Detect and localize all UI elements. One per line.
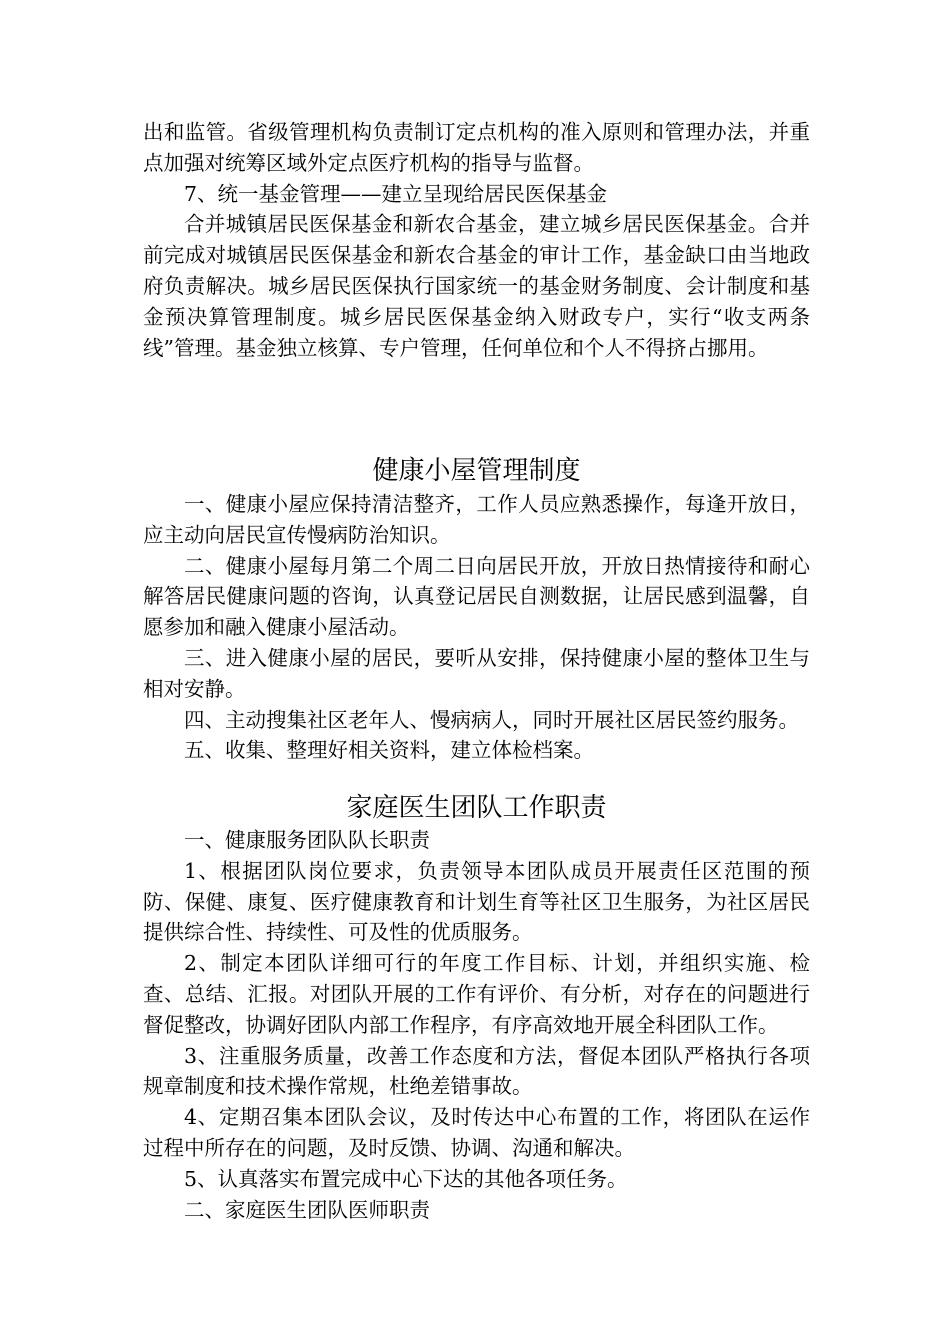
paragraph: 5、认真落实布置完成中心下达的其他各项任务。 bbox=[184, 1166, 628, 1191]
paragraph: 二、家庭医生团队医师职责 bbox=[184, 1197, 430, 1222]
section-fund-management bbox=[143, 117, 810, 363]
paragraph: 2、制定本团队详细可行的年度工作目标、计划，并组织实施、检查、总结、汇报。对团队开展的工作有评价、有分析，对存在的问题进行督促整改，协调好团队内部工作程序，有序高效地开展全科团队工作。 bbox=[143, 951, 810, 1037]
paragraph: 一、健康小屋应保持清洁整齐，工作人员应熟悉操作，每逢开放日，应主动向居民宣传慢病防治知识。 bbox=[143, 492, 810, 547]
paragraph: 7、统一基金管理——建立呈现给居民医保基金 bbox=[184, 181, 608, 206]
paragraph: 4、定期召集本团队会议，及时传达中心布置的工作，将团队在运作过程中所存在的问题，及时反馈、协调、沟通和解决。 bbox=[143, 1105, 810, 1160]
paragraph: 1、根据团队岗位要求，负责领导本团队成员开展责任区范围的预防、保健、康复、医疗健康教育和计划生育等社区卫生服务，为社区居民提供综合性、持续性、可及性的优质服务。 bbox=[143, 858, 810, 945]
paragraph: 合并城镇居民医保基金和新农合基金，建立城乡居民医保基金。合并前完成对城镇居民医保基金和新农合基金的审计工作，基金缺口由当地政府负责解决。城乡居民医保执行国家统一的基金财务制度、会计制度和基金预决算管理制度。城乡居民医保基金纳入财政专户，实行“收支两条线”管理。基金独立核算、专户管理，任何单位和个人不得挤占挪用。 bbox=[143, 212, 810, 360]
paragraph: 二、健康小屋每月第二个周二日向居民开放，开放日热情接待和耐心解答居民健康问题的咨询，认真登记居民自测数据，让居民感到温馨，自愿参加和融入健康小屋活动。 bbox=[143, 553, 810, 640]
paragraph: 五、收集、整理好相关资料，建立体检档案。 bbox=[184, 738, 594, 763]
paragraph: 三、进入健康小屋的居民，要听从安排，保持健康小屋的整体卫生与相对安静。 bbox=[143, 645, 810, 701]
paragraph: 四、主动搜集社区老年人、慢病病人，同时开展社区居民签约服务。 bbox=[184, 707, 799, 732]
paragraph: 一、健康服务团队队长职责 bbox=[184, 828, 430, 852]
section-title-family-doctor: 家庭医生团队工作职责 bbox=[346, 793, 607, 823]
section-health-hut bbox=[143, 489, 810, 766]
section-title-health-hut: 健康小屋管理制度 bbox=[372, 456, 581, 486]
section-family-doctor bbox=[143, 825, 810, 1225]
paragraph: 3、注重服务质量，改善工作态度和方法，督促本团队严格执行各项规章制度和技术操作常规，杜绝差错事故。 bbox=[143, 1043, 810, 1099]
paragraph: 出和监管。省级管理机构负责制订定点机构的准入原则和管理办法，并重点加强对统筹区域外定点医疗机构的指导与监督。 bbox=[143, 120, 810, 175]
